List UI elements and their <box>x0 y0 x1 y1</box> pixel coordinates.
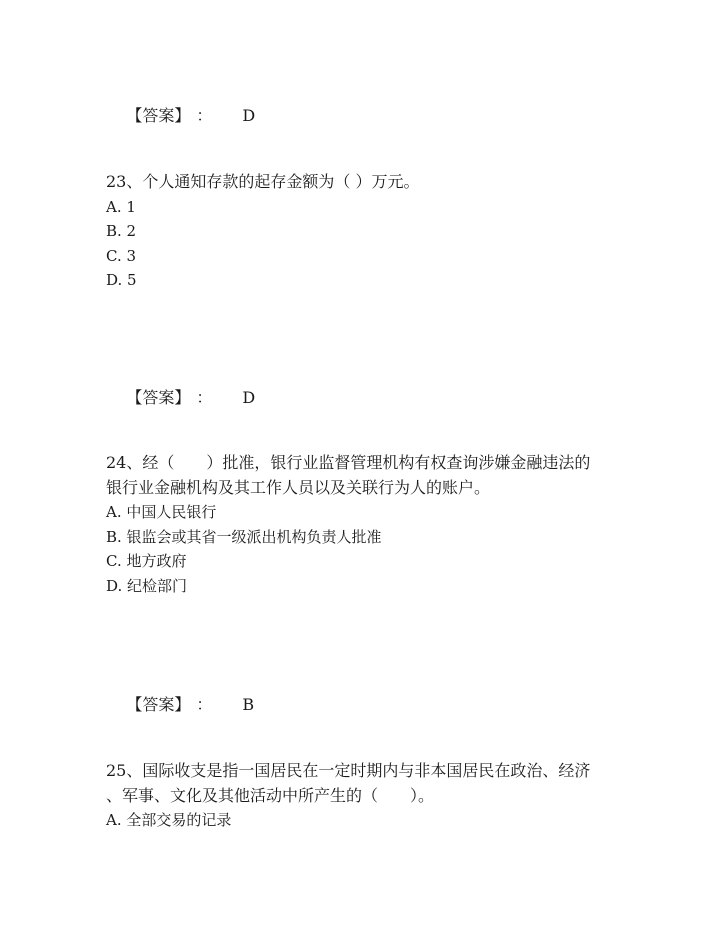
option-b: B. 2 <box>106 222 137 240</box>
question-25 <box>106 759 626 833</box>
option-list <box>106 195 626 293</box>
answer-block <box>106 675 254 735</box>
question-stem-line: 23、个人通知存款的起存金额为（ ）万元。 <box>106 172 420 191</box>
answer-separator: ： <box>196 106 213 125</box>
option-a: A. 全部交易的记录 <box>106 811 232 829</box>
answer-label: 【答案】 <box>126 106 191 125</box>
question-stem-line: 银行业金融机构及其工作人员以及关联行为人的账户。 <box>106 477 491 497</box>
option-b: B. 银监会或其省一级派出机构负责人批准 <box>106 527 382 546</box>
question-24 <box>106 451 626 598</box>
question-stem-line: 、军事、文化及其他活动中所产生的（ ）。 <box>106 785 435 805</box>
option-a: A. 1 <box>106 197 136 216</box>
question-stem-line: 24、经（ ）批准，银行业监督管理机构有权查询涉嫌金融违法的 <box>106 453 591 472</box>
option-d: D. 5 <box>106 271 137 289</box>
answer-label: 【答案】 <box>126 388 191 407</box>
answer-separator: ： <box>196 695 213 714</box>
option-list <box>106 500 626 598</box>
question-stem-line: 25、国际收支是指一国居民在一定时期内与非本国居民在政治、经济 <box>106 761 591 780</box>
option-c: C. 3 <box>106 246 137 265</box>
answer-block <box>106 86 255 146</box>
question-stem <box>106 759 626 808</box>
option-c: C. 地方政府 <box>106 552 187 570</box>
answer-separator: ： <box>196 388 213 407</box>
option-list <box>106 808 626 833</box>
question-stem <box>106 170 626 195</box>
answer-value: B <box>242 695 255 714</box>
question-stem <box>106 451 626 500</box>
answer-label: 【答案】 <box>126 695 191 714</box>
answer-value: D <box>242 106 256 125</box>
option-a: A. 中国人民银行 <box>106 503 217 521</box>
answer-value: D <box>242 388 256 407</box>
answer-block <box>106 368 255 428</box>
option-d: D. 纪检部门 <box>106 576 188 595</box>
question-23 <box>106 170 626 293</box>
